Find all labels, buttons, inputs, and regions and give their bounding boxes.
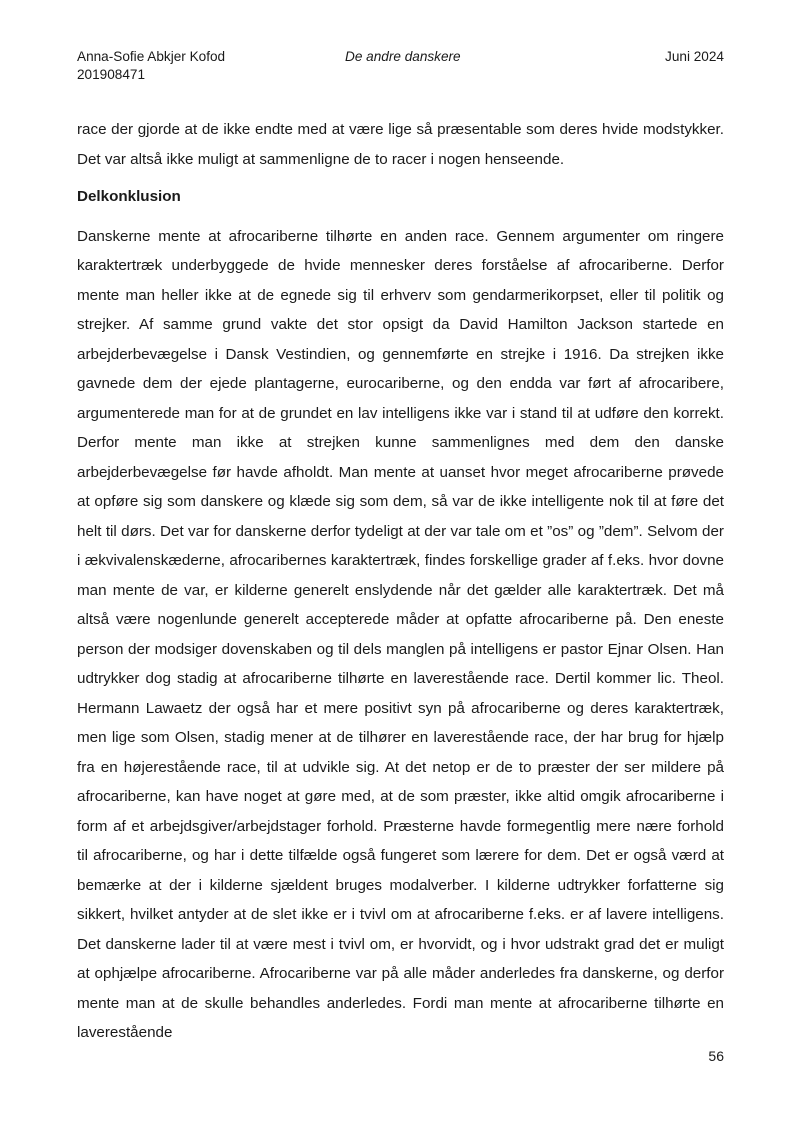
page-number: 56 [708, 1048, 724, 1064]
author-name: Anna-Sofie Abkjer Kofod [77, 49, 226, 64]
document-date: Juni 2024 [665, 49, 724, 64]
student-id: 201908471 [77, 67, 146, 82]
header-author-block [77, 48, 225, 84]
intro-paragraph: race der gjorde at de ikke endte med at være lige så præsentable som deres hvide modstykker. Det var altså ikke muligt at sammenligne de to racer i nogen henseende. [77, 121, 724, 168]
section-heading: Delkonklusion [77, 188, 181, 205]
page-body [77, 115, 724, 1048]
document-title: De andre danskere [345, 49, 461, 64]
conclusion-paragraph: Danskerne mente at afrocariberne tilhørte en anden race. Gennem argumenter om ringere karaktertræk underbyggede de hvide mennesker deres forståelse af afrocariberne. Derfor mente man heller ikke at de egnede sig til erhverv som gendarmerikorpset, eller til politik og strejker. Af samme grund vakte det stor opsigt da David Hamilton Jackson startede en arbejderbevægelse i Dansk Vestindien, og gennemførte en strejke i 1916. Da strejken ikke gavnede dem der ejede plantagerne, eurocariberne, og den endda var ført af afrocaribere, argumenterede man for at de grundet en lav intelligens ikke var i stand til at udføre den korrekt. Derfor mente man ikke at strejken kunne sammenlignes med dem den danske arbejderbevægelse før havde afholdt. Man mente at uanset hvor meget afrocariberne prøvede at opføre sig som danskere og klæde sig som dem, så var de ikke intelligente nok til at føre det helt til dørs. Det var for danskerne derfor tydeligt at der var tale om et ”os” og ”dem”. Selvom der i ækvivalenskæderne, afrocaribernes karaktertræk, findes forskellige grader af f.eks. hvor dovne man mente de var, er kilderne generelt enslydende når det gælder alle karaktertræk. Det må altså være nogenlunde generelt accepterede måder at opfatte afrocariberne på. Den eneste person der modsiger dovenskaben og til dels manglen på intelligens er pastor Ejnar Olsen. Han udtrykker dog stadig at afrocariberne tilhørte en laverestående race. Dertil kommer lic. Theol. Hermann Lawaetz der også har et mere positivt syn på afrocariberne og deres karaktertræk, men lige som Olsen, stadig mener at de tilhører en laverestående race, der har brug for hjælp fra en højerestående race, til at udvikle sig. At det netop er de to præster der ser mildere på afrocariberne, kan have noget at gøre med, at de som præster, ikke altid omgik afrocariberne i form af et arbejdsgiver/arbejdstager forhold. Præsterne havde formegentlig mere nære forhold til afrocariberne, og har i dette tilfælde også fungeret som lærere for dem. Det er også værd at bemærke at der i kilderne sjældent bruges modalverber. I kilderne udtrykker forfatterne sig sikkert, hvilket antyder at de slet ikke er i tvivl om at afrocariberne f.eks. er af lavere intelligens. Det danskerne lader til at være mest i tvivl om, er hvorvidt, og i hvor udstrakt grad det er muligt at ophjælpe afrocariberne. Afrocariberne var på alle måder anderledes fra danskerne, og derfor mente man at de skulle behandles anderledes. Fordi man mente at afrocariberne tilhørte en laverestående [77, 227, 724, 1041]
